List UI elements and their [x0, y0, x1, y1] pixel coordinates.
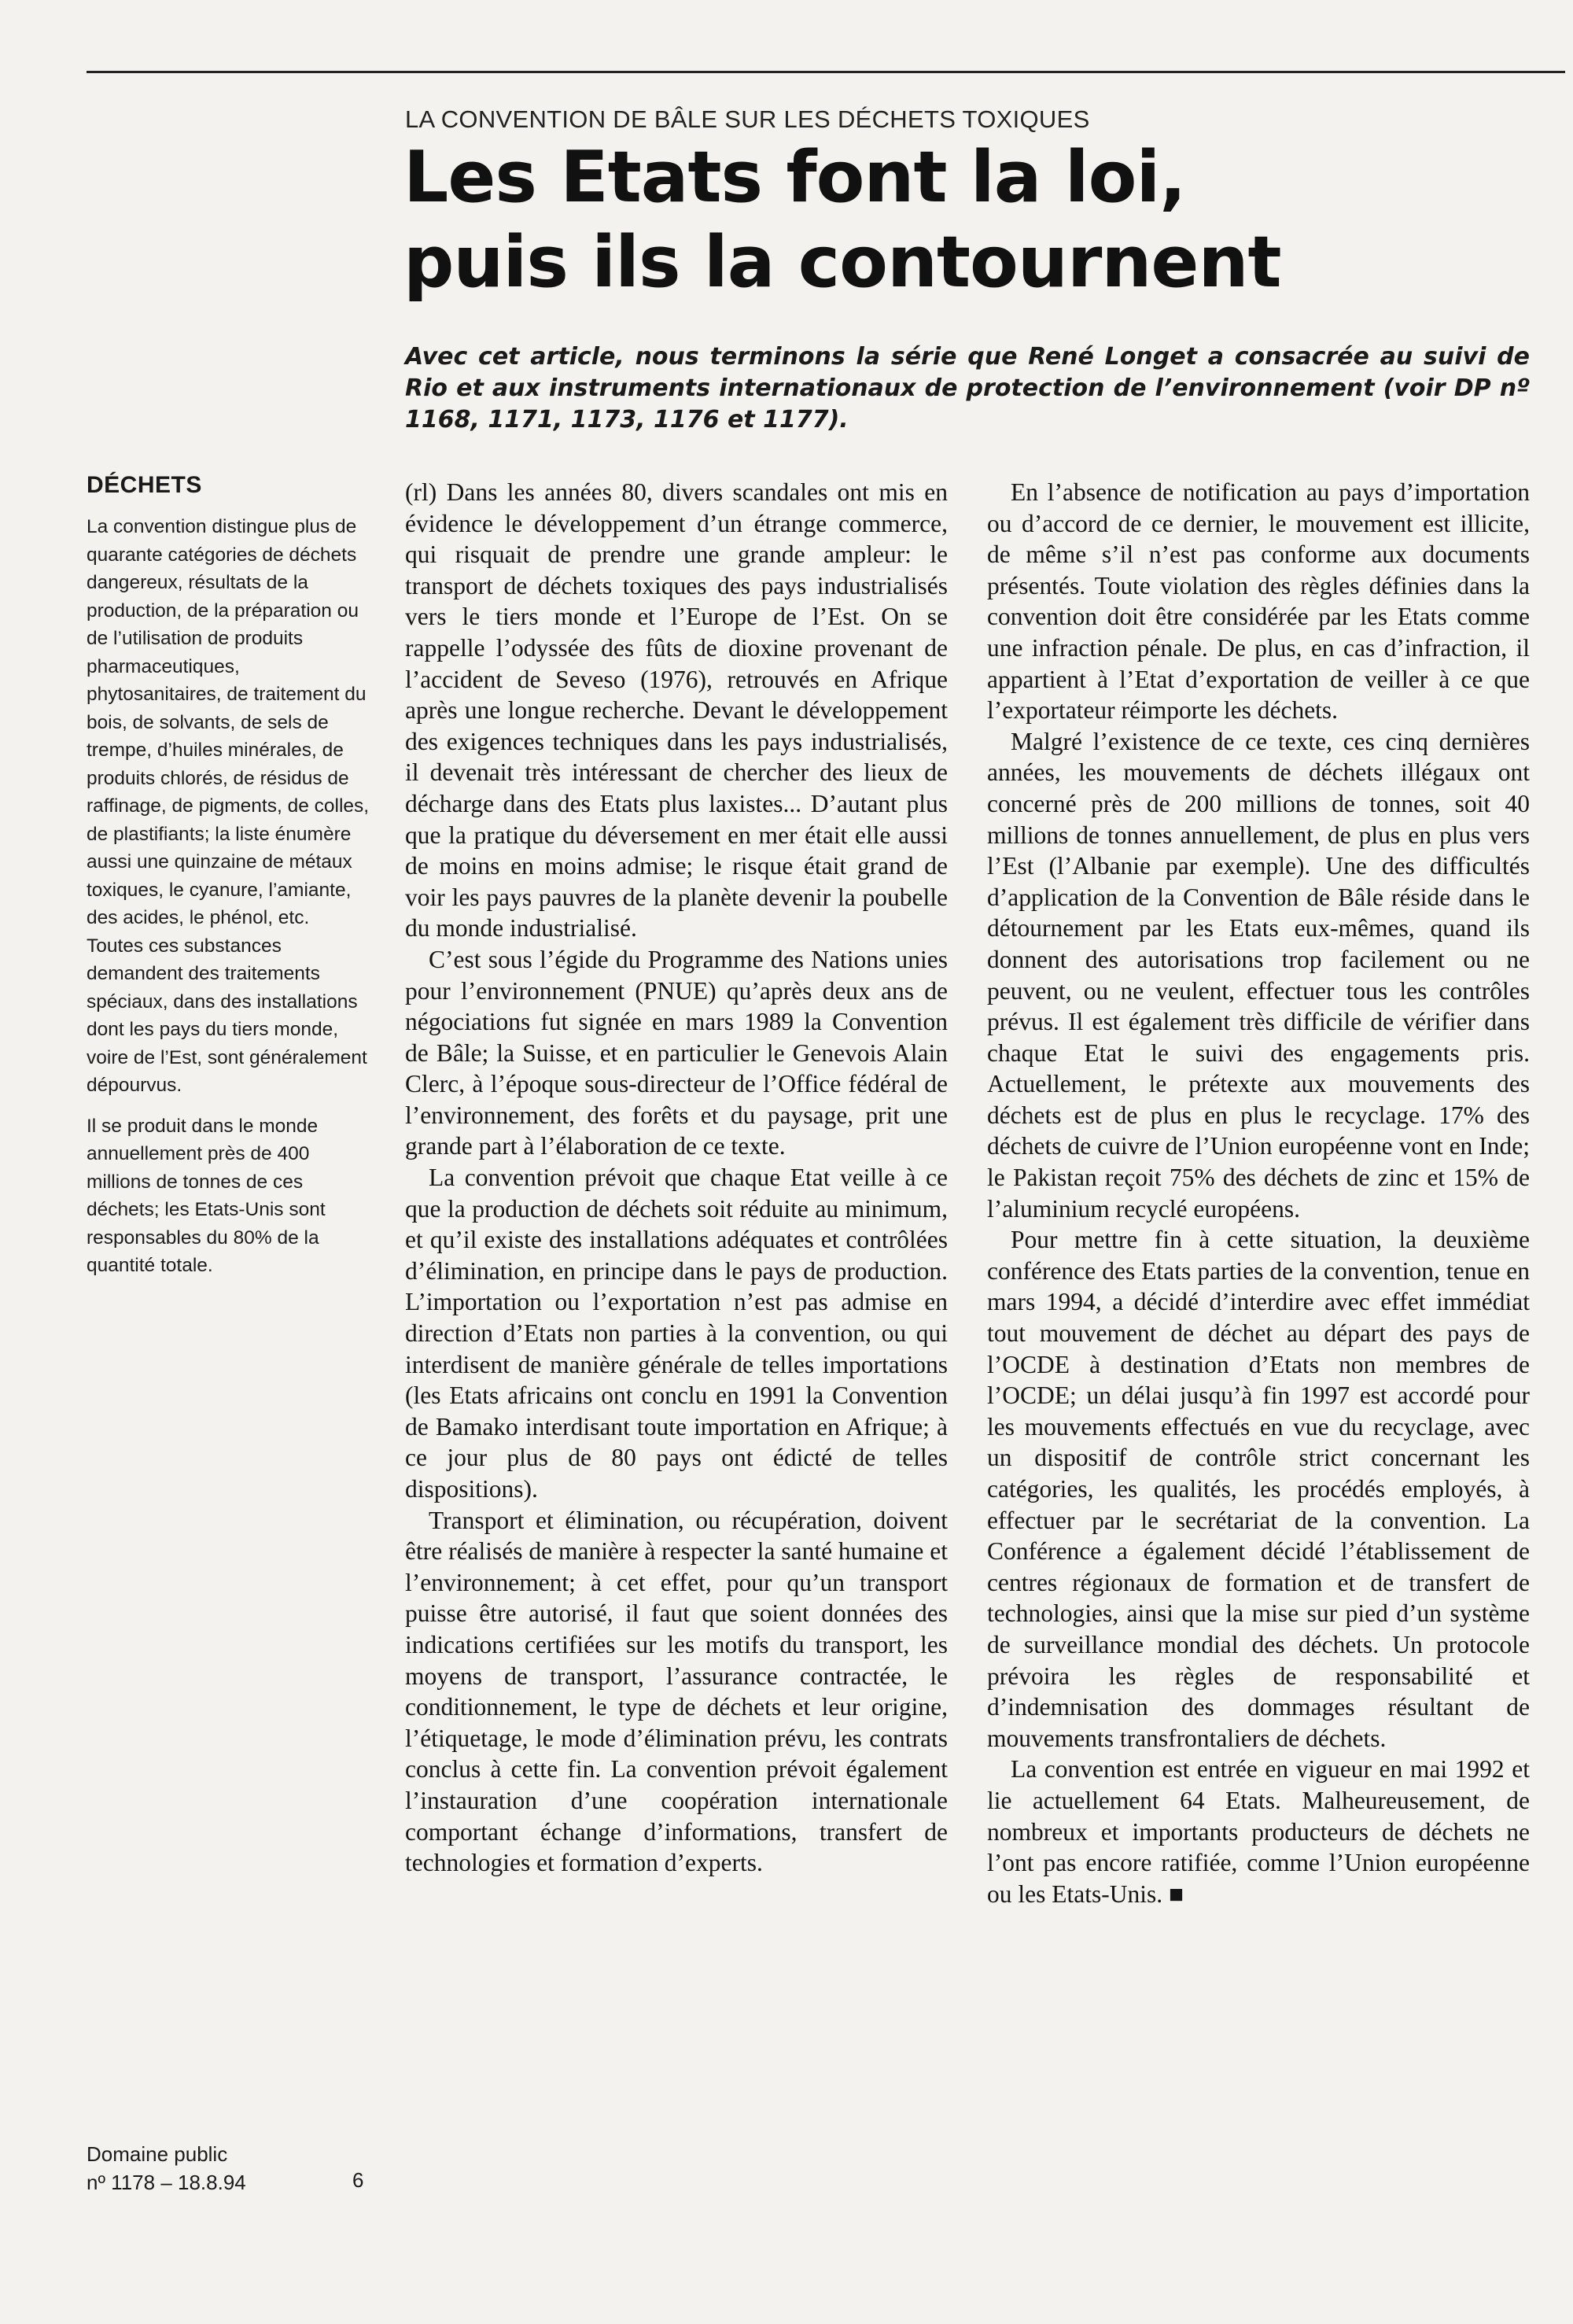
sidebar-box: [87, 472, 370, 1293]
article-column-2: [987, 477, 1530, 1909]
top-rule: [87, 71, 1565, 73]
body-paragraph: La convention prévoit que chaque Etat veille à ce que la production de déchets soit réduite au minimum, et qu’il existe des installations adéquates et contrôlées d’élimination, en principe dans le pays de production. L’importation ou l’exportation n’est pas admise en direction d’Etats non parties à la convention, ou qui interdisent de manière générale de telles importations (les Etats africains ont conclu en 1991 la Convention de Bamako interdisant toute importation en Afrique; à ce jour plus de 80 pays ont édicté de telles dispositions).: [405, 1164, 948, 1503]
body-paragraph: La convention est entrée en vigueur en mai 1992 et lie actuellement 64 Etats. Malheureusement, de nombreux et importants producteurs de déchets ne l’ont pas encore ratifiée, comme l’Union européenne ou les Etats-Unis. ■: [987, 1755, 1530, 1908]
body-paragraph: (rl) Dans les années 80, divers scandales ont mis en évidence le développement d’un étrange commerce, qui risquait de prendre une grande ampleur: le transport de déchets toxiques des pays industrialisés vers le tiers monde et l’Europe de l’Est. On se rappelle l’odyssée des fûts de dioxine provenant de l’accident de Seveso (1976), retrouvés en Afrique après une longue recherche. Devant le développement des exigences techniques dans les pays industrialisés, il devenait très intéressant de chercher des lieux de décharge dans des Etats plus laxistes... D’autant plus que la pratique du déversement en mer était elle aussi de moins en moins admise; le risque était grand de voir les pays pauvres de la planète devenir la poubelle du monde industrialisé.: [405, 478, 948, 943]
body-paragraph: Transport et élimination, ou récupération, doivent être réalisés de manière à respecter la santé humaine et l’environnement; à cet effet, pour qu’un transport puisse être autorisé, il faut que soient données des indications certifiées sur les motifs du transport, les moyens de transport, l’assurance contractée, le conditionnement, le type de déchets et leur origine, l’étiquetage, le mode d’élimination prévu, les contrats conclus à cette fin. La convention prévoit également l’instauration d’une coopération internationale comportant échange d’informations, transfert de technologies et formation d’experts.: [405, 1506, 949, 1877]
article-lead: Avec cet article, nous terminons la série que René Longet a consacrée au suivi de Rio et aux instruments internationaux de protection de l’environnement (voir DP nº 1168, 1171, 1173, 1176 et 1177).: [405, 343, 1530, 433]
body-paragraph: Pour mettre fin à cette situation, la deuxième conférence des Etats parties de la convention, tenue en mars 1994, a décidé d’interdire avec effet immédiat tout mouvement de déchet au départ des pays de l’OCDE à destination d’Etats non membres de l’OCDE; un délai jusqu’à fin 1997 est accordé pour les mouvements effectués en vue du recyclage, avec un dispositif de contrôle strict concernant les catégories, les qualités, les procédés employés, à effectuer par le secrétariat de la convention. La Conférence a également décidé l’établissement de centres régionaux de formation et de transfert de technologies, ainsi que la mise sur pied d’un système de surveillance mondial des déchets. Un protocole prévoira les règles de responsabilité et d’indemnisation des dommages résultant de mouvements transfrontaliers de déchets.: [987, 1226, 1530, 1752]
headline-line-1: Les Etats font la loi,: [403, 136, 1186, 219]
article-kicker: LA CONVENTION DE BÂLE SUR LES DÉCHETS TOXIQUES: [405, 105, 1090, 133]
body-paragraph: Malgré l’existence de ce texte, ces cinq dernières années, les mouvements de déchets illégaux ont concerné près de 200 millions de tonnes, soit 40 millions de tonnes annuellement, de plus en plus vers l’Est (l’Albanie par exemple). Une des difficultés d’application de la Convention de Bâle réside dans le détournement par les Etats eux-mêmes, quand ils donnent des autorisations trop facilement ou ne peuvent, ou ne veulent, effectuer tous les contrôles prévus. Il est également très difficile de vérifier dans chaque Etat le suivi des engagements pris. Actuellement, le prétexte aux mouvements des déchets est de plus en plus le recyclage. 17% des déchets de cuivre de l’Union européenne vont en Inde; le Pakistan reçoit 75% des déchets de zinc et 15% de l’aluminium recyclé européens.: [987, 727, 1530, 1223]
page-number: 6: [352, 2168, 364, 2192]
publication-name: Domaine public: [87, 2142, 228, 2166]
publication-footer: [87, 2140, 370, 2197]
sidebar-title: DÉCHETS: [87, 472, 202, 498]
issue-info: nº 1178 – 18.8.94: [87, 2171, 246, 2194]
body-paragraph: C’est sous l’égide du Programme des Nations unies pour l’environnement (PNUE) qu’après deux ans de négociations fut signée en mars 1989 la Convention de Bâle; la Suisse, et en particulier le Genevois Alain Clerc, à l’époque sous-directeur de l’Office fédéral de l’environnement, des forêts et du paysage, prit une grande part à l’élaboration de ce texte.: [405, 945, 948, 1160]
article-headline: [403, 135, 1544, 305]
article-column-1: [405, 477, 948, 1879]
sidebar-paragraph: La convention distingue plus de quarante catégories de déchets dangereux, résultats de la production, de la préparation ou de l’utilisation de produits pharmaceutiques, phytosanitaires, de traitement du bois, de solvants, de sels de trempe, d’huiles minérales, de produits chlorés, de résidus de raffinage, de pigments, de colles, de plastifiants; la liste énumère aussi une quinzaine de métaux toxiques, le cyanure, l’amiante, des acides, le phénol, etc. Toutes ces substances demandent des traitements spéciaux, dans des installations dont les pays du tiers monde, voire de l’Est, sont généralement dépourvus.: [87, 516, 370, 1096]
headline-line-2: puis ils la contournent: [403, 221, 1281, 304]
sidebar-paragraph: Il se produit dans le monde annuellement près de 400 millions de tonnes de ces déchets; les Etats-Unis sont responsables du 80% de la quantité totale.: [87, 1115, 326, 1276]
body-paragraph: En l’absence de notification au pays d’importation ou d’accord de ce dernier, le mouvement est illicite, de même s’il n’est pas conforme aux documents présentés. Toute violation des règles définies dans la convention doit être considérée par les Etats comme une infraction pénale. De plus, en cas d’infraction, il appartient à l’Etat d’exportation de veiller à ce que l’exportateur réimporte les déchets.: [987, 478, 1530, 725]
